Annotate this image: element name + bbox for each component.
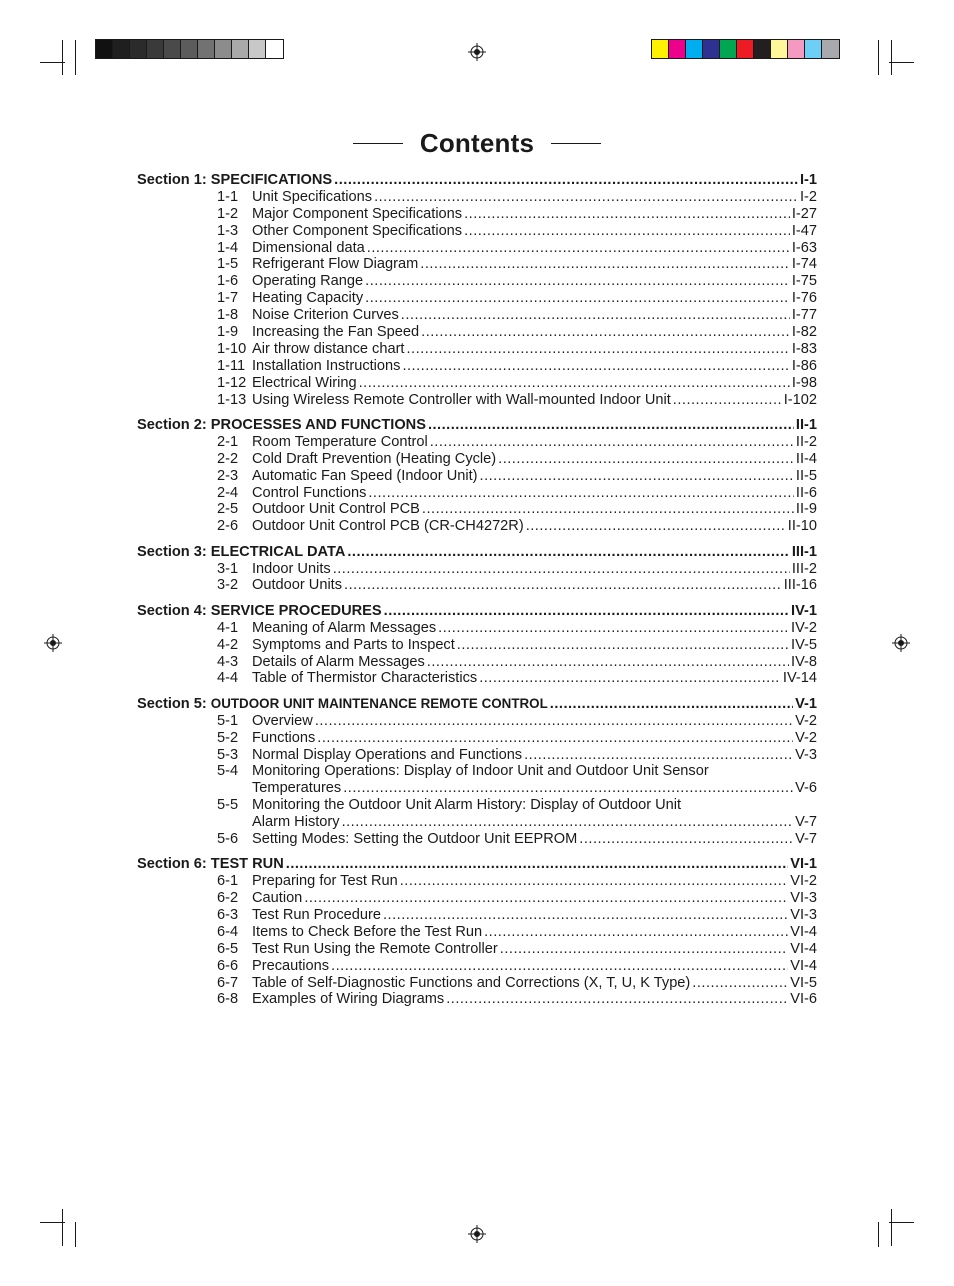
title-rule-left — [353, 143, 403, 145]
entry-page-number: I-75 — [791, 273, 817, 290]
leader-dots — [421, 324, 790, 341]
entry-label: Outdoor Unit Control PCB (CR-CH4272R) — [252, 518, 524, 535]
entry-page-number: I-83 — [791, 340, 817, 357]
entry-page-number: V-7 — [795, 830, 817, 847]
entry-label: Control Functions — [252, 484, 367, 501]
entry-number: 1-12 — [217, 374, 247, 391]
leader-dots — [334, 172, 798, 189]
toc-entry[interactable] — [137, 670, 817, 687]
section-title: Section 3: ELECTRICAL DATA — [137, 543, 346, 560]
table-of-contents — [137, 172, 817, 1017]
entry-page-number: IV-8 — [791, 653, 817, 670]
leader-dots — [383, 907, 788, 924]
leader-dots — [384, 603, 789, 620]
entry-number: 1-9 — [217, 324, 239, 341]
toc-entry[interactable] — [137, 341, 817, 358]
entry-number: 2-4 — [217, 484, 239, 501]
entry-page-number: I-77 — [791, 307, 817, 324]
entry-page-number: III-2 — [791, 560, 817, 577]
entry-label: Refrigerant Flow Diagram — [252, 256, 419, 273]
gray-swatch — [164, 40, 181, 58]
toc-section — [137, 696, 817, 848]
entry-page-number: VI-4 — [790, 957, 817, 974]
page-title: Contents — [419, 128, 535, 158]
toc-entry[interactable] — [137, 375, 817, 392]
registration-mark-icon — [468, 43, 486, 61]
toc-entry[interactable] — [137, 831, 817, 848]
entry-number: 4-1 — [217, 619, 239, 636]
leader-dots — [402, 358, 789, 375]
leader-dots — [315, 713, 793, 730]
leader-dots — [331, 958, 788, 975]
color-swatch — [737, 40, 754, 58]
toc-entry[interactable] — [137, 637, 817, 654]
entry-page-number: I-76 — [791, 290, 817, 307]
entry-number: 2-3 — [217, 467, 239, 484]
section-page-number: IV-1 — [791, 602, 817, 619]
entry-page-number: V-2 — [795, 712, 817, 729]
toc-section — [137, 603, 817, 687]
leader-dots — [457, 637, 789, 654]
section-heading[interactable] — [137, 544, 817, 561]
entry-page-number: VI-3 — [790, 907, 817, 924]
entry-number: 1-13 — [217, 391, 247, 408]
entry-page-number: VI-2 — [790, 873, 817, 890]
toc-section — [137, 172, 817, 408]
leader-dots — [342, 814, 794, 831]
entry-page-number: IV-14 — [782, 670, 817, 687]
toc-entry[interactable] — [137, 924, 817, 941]
gray-swatch — [266, 40, 283, 58]
leader-dots — [286, 856, 788, 873]
entry-number: 1-1 — [217, 188, 239, 205]
leader-dots — [464, 223, 790, 240]
leader-dots — [446, 991, 788, 1008]
leader-dots — [500, 941, 788, 958]
toc-entry[interactable] — [137, 451, 817, 468]
toc-entry[interactable] — [137, 747, 817, 764]
entry-label-continued: Alarm History — [252, 814, 340, 831]
leader-dots — [422, 501, 794, 518]
gray-swatch — [181, 40, 198, 58]
entry-number: 6-4 — [217, 923, 239, 940]
entry-number: 4-2 — [217, 636, 239, 653]
toc-section — [137, 544, 817, 595]
entry-label: Indoor Units — [252, 560, 331, 577]
entry-label: Examples of Wiring Diagrams — [252, 991, 445, 1008]
color-swatch — [788, 40, 805, 58]
color-swatch — [771, 40, 788, 58]
entry-page-number: VI-4 — [790, 923, 817, 940]
leader-dots — [365, 273, 790, 290]
section-title: Section 6: TEST RUN — [137, 856, 284, 873]
leader-dots — [407, 341, 790, 358]
entry-number: 1-11 — [217, 357, 246, 374]
entry-label: Cold Draft Prevention (Heating Cycle) — [252, 450, 497, 467]
color-calibration-bar — [651, 39, 840, 59]
gray-swatch — [96, 40, 113, 58]
toc-entry[interactable] — [137, 654, 817, 671]
entry-label: Increasing the Fan Speed — [252, 324, 420, 341]
entry-number: 1-4 — [217, 239, 239, 256]
entry-label: Other Component Specifications — [252, 222, 463, 239]
entry-label: Table of Thermistor Characteristics — [252, 670, 478, 687]
leader-dots — [344, 577, 782, 594]
toc-entry[interactable] — [137, 890, 817, 907]
gray-swatch — [113, 40, 130, 58]
leader-dots — [498, 451, 794, 468]
entry-page-number: I-86 — [791, 357, 817, 374]
toc-entry[interactable] — [137, 763, 817, 780]
page-header — [0, 128, 954, 159]
registration-mark-icon — [468, 1225, 486, 1243]
entry-page-number: V-3 — [795, 746, 817, 763]
entry-label: Outdoor Units — [252, 577, 343, 594]
registration-mark-icon — [44, 634, 62, 652]
toc-entry[interactable] — [137, 189, 817, 206]
toc-entry[interactable] — [137, 907, 817, 924]
entry-number: 6-3 — [217, 907, 239, 924]
toc-entry[interactable] — [137, 290, 817, 307]
color-swatch — [703, 40, 720, 58]
entry-label: Monitoring the Outdoor Unit Alarm History: Display of Outdoor Unit — [252, 797, 682, 814]
section-title-rest: OUTDOOR UNIT MAINTENANCE REMOTE CONTROL — [210, 695, 548, 711]
entry-number: 3-1 — [217, 560, 239, 577]
entry-page-number: II-5 — [795, 467, 817, 484]
entry-number: 2-2 — [217, 450, 239, 467]
entry-label: Installation Instructions — [252, 357, 401, 374]
section-title — [137, 696, 548, 713]
section-heading[interactable] — [137, 696, 817, 713]
entry-number: 5-4 — [217, 763, 239, 780]
entry-number: 5-6 — [217, 830, 239, 847]
entry-number: 1-6 — [217, 273, 239, 290]
entry-number: 1-5 — [217, 256, 239, 273]
gray-swatch — [198, 40, 215, 58]
toc-entry[interactable] — [137, 468, 817, 485]
leader-dots — [304, 890, 788, 907]
entry-number: 6-5 — [217, 940, 239, 957]
entry-page-number: IV-2 — [791, 619, 817, 636]
entry-label: Precautions — [252, 957, 330, 974]
entry-number: 5-5 — [217, 797, 239, 814]
toc-entry[interactable] — [137, 392, 817, 409]
entry-page-number: I-98 — [791, 374, 817, 391]
entry-label: Air throw distance chart — [252, 340, 405, 357]
entry-page-number: V-2 — [795, 729, 817, 746]
entry-page-number: V-7 — [795, 814, 817, 831]
entry-page-number: VI-5 — [790, 974, 817, 991]
entry-number: 2-5 — [217, 501, 239, 518]
entry-label: Functions — [252, 729, 316, 746]
entry-number: 3-2 — [217, 577, 239, 594]
entry-label: Outdoor Unit Control PCB — [252, 501, 420, 518]
toc-entry[interactable] — [137, 501, 817, 518]
toc-entry[interactable] — [137, 991, 817, 1008]
entry-number: 4-3 — [217, 653, 239, 670]
leader-dots — [420, 256, 790, 273]
toc-entry[interactable] — [137, 324, 817, 341]
entry-page-number: II-2 — [795, 433, 817, 450]
leader-dots — [374, 189, 798, 206]
toc-entry[interactable] — [137, 958, 817, 975]
toc-entry[interactable] — [137, 256, 817, 273]
toc-entry[interactable] — [137, 577, 817, 594]
entry-label: Symptoms and Parts to Inspect — [252, 636, 455, 653]
section-title: Section 4: SERVICE PROCEDURES — [137, 602, 382, 619]
section-page-number: VI-1 — [790, 856, 817, 873]
gray-swatch — [232, 40, 249, 58]
grayscale-calibration-bar — [95, 39, 284, 59]
toc-entry[interactable] — [137, 240, 817, 257]
leader-dots — [368, 485, 794, 502]
leader-dots — [673, 392, 782, 409]
entry-page-number: II-4 — [795, 450, 817, 467]
entry-page-number: II-10 — [787, 518, 817, 535]
section-page-number: I-1 — [799, 172, 817, 188]
entry-number: 5-1 — [217, 712, 239, 729]
entry-label: Dimensional data — [252, 239, 365, 256]
entry-number: 1-8 — [217, 307, 239, 324]
toc-entry[interactable] — [137, 307, 817, 324]
entry-label: Room Temperature Control — [252, 433, 428, 450]
leader-dots — [343, 780, 793, 797]
entry-number: 1-3 — [217, 222, 239, 239]
toc-entry-continued[interactable] — [137, 814, 817, 831]
leader-dots — [484, 924, 788, 941]
leader-dots — [550, 696, 793, 713]
color-swatch — [720, 40, 737, 58]
entry-page-number: III-16 — [783, 577, 817, 594]
leader-dots — [438, 620, 789, 637]
leader-dots — [524, 747, 793, 764]
toc-entry[interactable] — [137, 730, 817, 747]
entry-page-number: II-6 — [795, 484, 817, 501]
title-rule-right — [551, 143, 601, 145]
section-heading[interactable] — [137, 417, 817, 434]
entry-page-number: VI-6 — [790, 991, 817, 1008]
toc-section — [137, 417, 817, 535]
toc-entry[interactable] — [137, 223, 817, 240]
toc-entry[interactable] — [137, 273, 817, 290]
entry-label: Overview — [252, 712, 313, 729]
gray-swatch — [130, 40, 147, 58]
entry-page-number: I-63 — [791, 239, 817, 256]
entry-label: Items to Check Before the Test Run — [252, 923, 483, 940]
section-heading[interactable] — [137, 172, 817, 189]
entry-label: Noise Criterion Curves — [252, 307, 399, 324]
leader-dots — [692, 975, 788, 992]
entry-number: 1-2 — [217, 205, 239, 222]
entry-label: Meaning of Alarm Messages — [252, 619, 437, 636]
leader-dots — [430, 434, 794, 451]
entry-page-number: I-2 — [799, 188, 817, 205]
entry-label: Major Component Specifications — [252, 205, 463, 222]
entry-label: Normal Display Operations and Functions — [252, 746, 523, 763]
entry-number: 1-7 — [217, 290, 239, 307]
section-page-number: V-1 — [795, 695, 817, 712]
leader-dots — [480, 468, 794, 485]
section-heading[interactable] — [137, 603, 817, 620]
leader-dots — [464, 206, 790, 223]
entry-label-continued: Temperatures — [252, 780, 342, 797]
toc-entry[interactable] — [137, 561, 817, 578]
entry-label: Setting Modes: Setting the Outdoor Unit EEPROM — [252, 830, 578, 847]
toc-entry[interactable] — [137, 485, 817, 502]
gray-swatch — [147, 40, 164, 58]
section-page-number: II-1 — [795, 416, 817, 433]
gray-swatch — [249, 40, 266, 58]
entry-label: Table of Self-Diagnostic Functions and Corrections (X, T, U, K Type) — [252, 974, 691, 991]
entry-label: Details of Alarm Messages — [252, 653, 425, 670]
leader-dots — [428, 417, 794, 434]
toc-entry[interactable] — [137, 434, 817, 451]
toc-entry[interactable] — [137, 358, 817, 375]
entry-number: 5-3 — [217, 746, 239, 763]
leader-dots — [333, 561, 790, 578]
section-title: Section 1: SPECIFICATIONS — [137, 172, 333, 188]
color-swatch — [805, 40, 822, 58]
toc-entry[interactable] — [137, 873, 817, 890]
entry-number: 2-6 — [217, 518, 239, 535]
leader-dots — [400, 873, 788, 890]
leader-dots — [526, 518, 786, 535]
entry-label: Unit Specifications — [252, 188, 373, 205]
entry-number: 6-6 — [217, 957, 239, 974]
leader-dots — [401, 307, 790, 324]
entry-page-number: VI-4 — [790, 940, 817, 957]
entry-label: Test Run Procedure — [252, 907, 381, 924]
toc-entry[interactable] — [137, 713, 817, 730]
entry-page-number: I-27 — [791, 205, 817, 222]
toc-entry[interactable] — [137, 518, 817, 535]
entry-label: Preparing for Test Run — [252, 873, 398, 890]
leader-dots — [427, 654, 789, 671]
color-swatch — [754, 40, 771, 58]
leader-dots — [317, 730, 793, 747]
section-heading[interactable] — [137, 856, 817, 873]
entry-page-number: I-47 — [791, 222, 817, 239]
entry-page-number: I-102 — [783, 391, 817, 408]
toc-entry[interactable] — [137, 797, 817, 814]
entry-label: Electrical Wiring — [252, 374, 357, 391]
toc-section — [137, 856, 817, 1008]
toc-entry[interactable] — [137, 975, 817, 992]
toc-entry[interactable] — [137, 620, 817, 637]
entry-number: 6-1 — [217, 873, 239, 890]
section-title: Section 2: PROCESSES AND FUNCTIONS — [137, 416, 426, 433]
leader-dots — [359, 375, 790, 392]
entry-label: Using Wireless Remote Controller with Wall-mounted Indoor Unit — [252, 391, 671, 408]
leader-dots — [347, 544, 789, 561]
entry-page-number: IV-5 — [791, 636, 817, 653]
color-swatch — [822, 40, 839, 58]
entry-label: Test Run Using the Remote Controller — [252, 940, 498, 957]
color-swatch — [686, 40, 703, 58]
registration-mark-icon — [892, 634, 910, 652]
entry-number: 6-8 — [217, 991, 239, 1008]
toc-entry-continued[interactable] — [137, 780, 817, 797]
leader-dots — [365, 290, 790, 307]
color-swatch — [669, 40, 686, 58]
toc-entry[interactable] — [137, 941, 817, 958]
entry-label: Automatic Fan Speed (Indoor Unit) — [252, 467, 478, 484]
color-swatch — [652, 40, 669, 58]
entry-page-number: V-6 — [795, 780, 817, 797]
leader-dots — [479, 670, 781, 687]
entry-label: Operating Range — [252, 273, 364, 290]
entry-number: 2-1 — [217, 433, 239, 450]
entry-number: 1-10 — [217, 340, 247, 357]
entry-label: Monitoring Operations: Display of Indoor Unit and Outdoor Unit Sensor — [252, 763, 709, 780]
toc-entry[interactable] — [137, 206, 817, 223]
entry-page-number: VI-3 — [790, 890, 817, 907]
entry-number: 5-2 — [217, 729, 239, 746]
entry-page-number: II-9 — [795, 501, 817, 518]
section-title-prefix: Section 5: — [137, 695, 211, 712]
entry-label: Heating Capacity — [252, 290, 364, 307]
entry-number: 4-4 — [217, 670, 239, 687]
entry-page-number: I-82 — [791, 324, 817, 341]
entry-number: 6-7 — [217, 974, 239, 991]
section-page-number: III-1 — [791, 543, 817, 560]
leader-dots — [367, 240, 790, 257]
entry-page-number: I-74 — [791, 256, 817, 273]
entry-number: 6-2 — [217, 890, 239, 907]
leader-dots — [579, 831, 793, 848]
entry-label: Caution — [252, 890, 303, 907]
gray-swatch — [215, 40, 232, 58]
